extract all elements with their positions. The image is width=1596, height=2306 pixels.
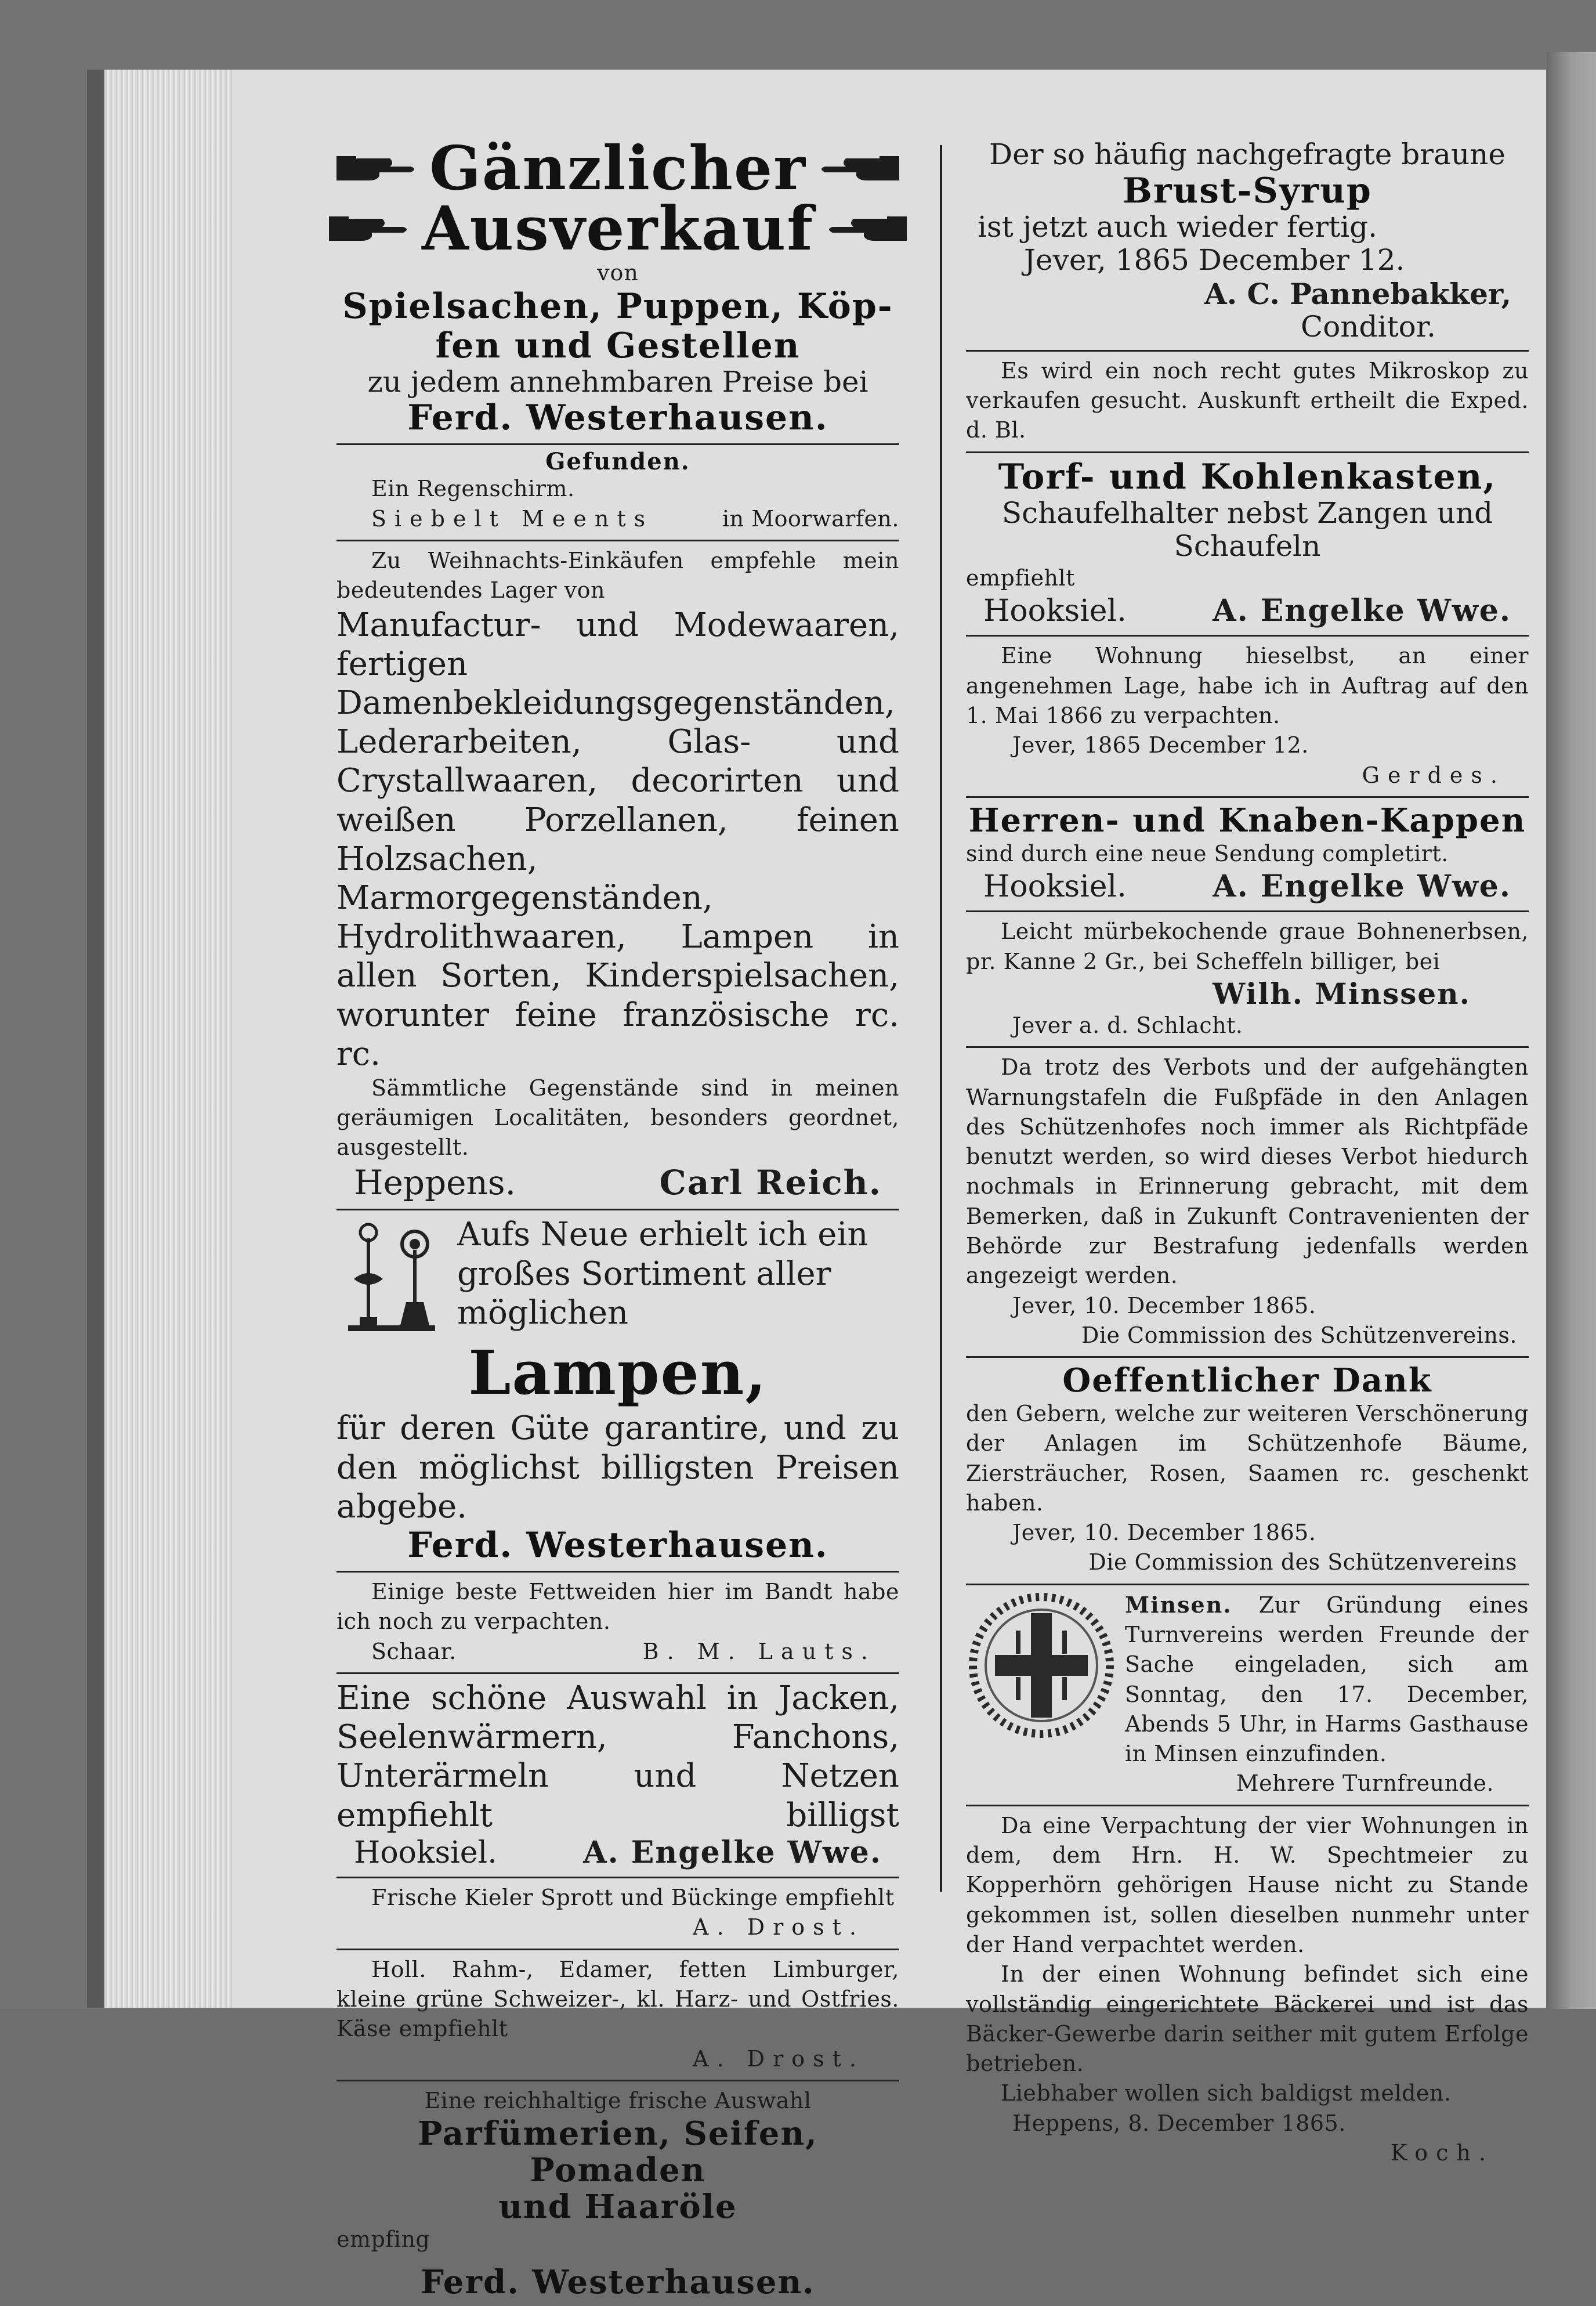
jacken-place: Hooksiel. [354,1835,497,1870]
reich-sign-row [336,1163,899,1203]
verpachtung-date: Heppens, 8. December 1865. [1012,2110,1346,2136]
erbsen-place: Jever a. d. Schlacht. [1012,1012,1243,1038]
parfum-sign: Ferd. Westerhausen. [421,2262,815,2301]
ad-torf [966,453,1529,637]
ausverkauf-line-2: fen und Gestellen [435,325,801,366]
wohnung-sign: Gerdes. [1362,762,1505,788]
ad-carl-reich [336,541,899,1210]
gefunden-sign-row [336,504,899,534]
lampen-sign: Ferd. Westerhausen. [407,1524,828,1566]
reich-body: Manufactur- und Modewaaren, fertigen Damenbekleidungsgegenständen, Lederarbeiten, Glas- und Crystallwaaren, decorirten und weißen Porzellanen, feinen Holzsachen, Marmorgegenständen, Hydrolithwaaren, Lampen in allen Sorten, Kinderspielsachen, worunter feine französische rc. rc. [336,606,899,1073]
verpachtung-body-3: Liebhaber wollen sich baldigst melden. [1001,2080,1452,2106]
turnverein-text [1125,1590,1529,1769]
torf-title: Torf- und Kohlenkasten, [998,456,1497,497]
verbot-sign: Die Commission des Schützenvereins. [1081,1322,1517,1348]
ad-lampen [336,1210,899,1573]
turnverein-sign: Mehrere Turnfreunde. [1236,1770,1494,1797]
verbot-date: Jever, 10. December 1865. [1012,1292,1316,1318]
torf-sign-row [966,593,1529,629]
syrup-sign: A. C. Pannebakker, [1204,276,1511,311]
syrup-date: Jever, 1865 December 12. [1024,243,1405,277]
ausverkauf-title-row [336,132,899,204]
syrup-intro: Der so häufig nachgefragte braune [989,138,1505,171]
ad-kaese [336,1950,899,2081]
kappen-line: sind durch eine neue Sendung completirt. [966,840,1449,866]
torf-line: empfiehlt [966,565,1075,591]
syrup-line: ist jetzt auch wieder fertig. [978,209,1378,244]
lampen-title: Lampen, [468,1337,768,1409]
ausverkauf-title-2: Ausverkauf [421,193,815,264]
ad-dank [966,1358,1529,1585]
ad-verpachtung [966,1806,1529,2174]
parfum-title-1: Parfümerien, Seifen, Pomaden [418,2115,818,2189]
parfum-title-2: und Haaröle [498,2187,737,2226]
gefunden-heading: Gefunden. [545,448,690,476]
jacken-sign: A. Engelke Wwe. [583,1834,882,1870]
pointing-hand-left-icon [822,208,909,249]
gefunden-line: Ein Regenschirm. [371,476,575,502]
torf-sub: Schaufelhalter nebst Zangen und Schaufeln [1001,496,1493,563]
parfum-line: empfing [336,2227,430,2253]
ad-wohnung [966,637,1529,797]
ad-kappen [966,798,1529,912]
ad-sprott [336,1878,899,1950]
ausverkauf-title-1: Gänzlicher [429,132,806,204]
sprott-line: Frische Kieler Sprott und Bückinge empfiehlt [371,1885,895,1911]
ausverkauf-line-1: Spielsachen, Puppen, Köp- [342,286,893,327]
pointing-hand-right-icon [334,148,421,189]
page-block-edge [87,70,249,2008]
dank-body: den Gebern, welche zur weiteren Verschönerung der Anlagen im Schützenhofe Bäume, Ziersträucher, Rosen, Saamen rc. geschenkt haben. [966,1400,1529,1516]
kappen-sign-row [966,869,1529,905]
kappen-title: Herren- und Knaben-Kappen [968,801,1526,840]
turnverein-row [966,1590,1529,1769]
fettweiden-line: Einige beste Fettweiden hier im Bandt habe ich noch zu verpachten. [336,1579,899,1635]
ad-turnverein [966,1585,1529,1806]
verpachtung-sign: Koch. [1390,2140,1494,2166]
jacken-body: Eine schöne Auswahl in Jacken, Seelenwärmern, Fanchons, Unterärmeln und Netzen empfiehlt billigst [336,1679,899,1834]
kappen-sign: A. Engelke Wwe. [1213,868,1511,904]
column-divider [940,145,942,1892]
kaese-line: Holl. Rahm-, Edamer, fetten Limburger, kleine grüne Schweizer-, kl. Harz- und Ostfries. Käse empfiehlt [336,1956,899,2042]
pointing-hand-right-icon [327,208,414,249]
reich-intro: Zu Weihnachts-Einkäufen empfehle mein bedeutendes Lager von [336,548,899,603]
ad-bohnenerbsen [966,912,1529,1048]
fettweiden-place: Schaar. [371,1638,457,1664]
ad-ausverkauf [336,133,899,445]
pointing-hand-left-icon [815,148,902,189]
torf-sign: A. Engelke Wwe. [1213,593,1511,629]
lamp-icon [336,1215,447,1337]
ausverkauf-line-3: zu jedem annehmbaren Preise bei [367,364,868,399]
gefunden-place: in Moorwarfen. [722,505,899,532]
turnverein-head: Minsen. [1125,1591,1232,1618]
syrup-role: Conditor. [1300,310,1436,344]
kaese-sign: A. Drost. [693,2045,864,2072]
binding-edge [1547,52,1596,2009]
left-column [336,133,899,2306]
reich-place: Heppens. [354,1162,516,1202]
jacken-sign-row [336,1835,899,1871]
ausverkauf-von: von [597,260,639,285]
lampen-body: für deren Güte garantire, und zu den möglichst billigsten Preisen abgebe. [336,1409,899,1526]
fettweiden-sign-row [336,1637,899,1667]
newspaper-page [232,70,1546,2301]
turnverein-body-wrap [1125,1590,1529,1769]
ausverkauf-sign: Ferd. Westerhausen. [407,397,828,439]
verbot-body: Da trotz des Verbots und der aufgehängten Warnungstafeln die Fußpfäde in den Anlagen des Schützenhofes noch immer als Richtpfäde benutzt werden, so wird dieses Verbot hiedurch nochmals in Erinnerung gebracht, mit dem Bemerken, daß in Zukunft Contravenienten der Behörde zur Bestrafung jedenfalls werden angezeigt werden. [966,1054,1529,1289]
ad-gefunden [336,445,899,541]
mikroskop-line: Es wird ein noch recht gutes Mikroskop zu verkaufen gesucht. Auskunft ertheilt die Exped. d. Bl. [966,357,1529,443]
ad-jacken [336,1674,899,1878]
verpachtung-body-2: In der einen Wohnung befindet sich eine vollständig eingerichtete Bäckerei und ist das Bäcker-Gewerbe darin seither mit gutem Erfolge betrieben. [966,1961,1529,2077]
kappen-place: Hooksiel. [983,869,1127,904]
ad-brust-syrup [966,133,1529,352]
gefunden-sign: Siebelt Meents [371,505,654,532]
lampen-intro: Aufs Neue erhielt ich ein großes Sortiment aller möglichen [457,1216,868,1332]
syrup-title: Brust-Syrup [1123,170,1372,211]
ad-parfuemerien [336,2081,899,2306]
ad-mikroskop [966,352,1529,453]
fettweiden-sign: B. M. Lauts. [642,1638,876,1664]
ad-fettweiden [336,1573,899,1674]
dank-sign: Die Commission des Schützenvereins [1088,1549,1517,1575]
reich-sign: Carl Reich. [659,1162,882,1202]
turner-cross-wreath-icon [966,1590,1117,1741]
wohnung-date: Jever, 1865 December 12. [1012,732,1309,758]
parfum-intro: Eine reichhaltige frische Auswahl [424,2087,812,2113]
erbsen-body: Leicht mürbekochende graue Bohnenerbsen, pr. Kanne 2 Gr., bei Scheffeln billiger, bei [966,919,1529,974]
torf-place: Hooksiel. [983,594,1127,629]
erbsen-sign: Wilh. Minssen. [1213,976,1471,1011]
wohnung-body: Eine Wohnung hieselbst, an einer angenehmen Lage, habe ich in Auftrag auf den 1. Mai 1866 zu verpachten. [966,643,1529,729]
ad-verbot [966,1048,1529,1358]
reich-note: Sämmtliche Gegenstände sind in meinen geräumigen Localitäten, besonders geordnet, ausgestellt. [336,1075,899,1161]
dank-date: Jever, 10. December 1865. [1012,1520,1316,1546]
dank-title: Oeffentlicher Dank [1062,1361,1432,1400]
verpachtung-body-1: Da eine Verpachtung der vier Wohnungen in dem, dem Hrn. H. W. Spechtmeier zu Kopperhörn gehörigen Hause nicht zu Stande gekommen ist, sollen dieselben nunmehr unter der Hand verpachtet werden. [966,1812,1529,1957]
right-column [966,133,1529,2174]
ausverkauf-title-row-2 [336,193,899,264]
sprott-sign: A. Drost. [693,1914,864,1940]
turnverein-body: Zur Gründung eines Turnvereins werden Freunde der Sache eingeladen, sich am Sonntag, den 17. December, Abends 5 Uhr, in Harms Gasthause in Minsen einzufinden. [1125,1592,1529,1767]
lampen-intro-row [336,1215,899,1337]
